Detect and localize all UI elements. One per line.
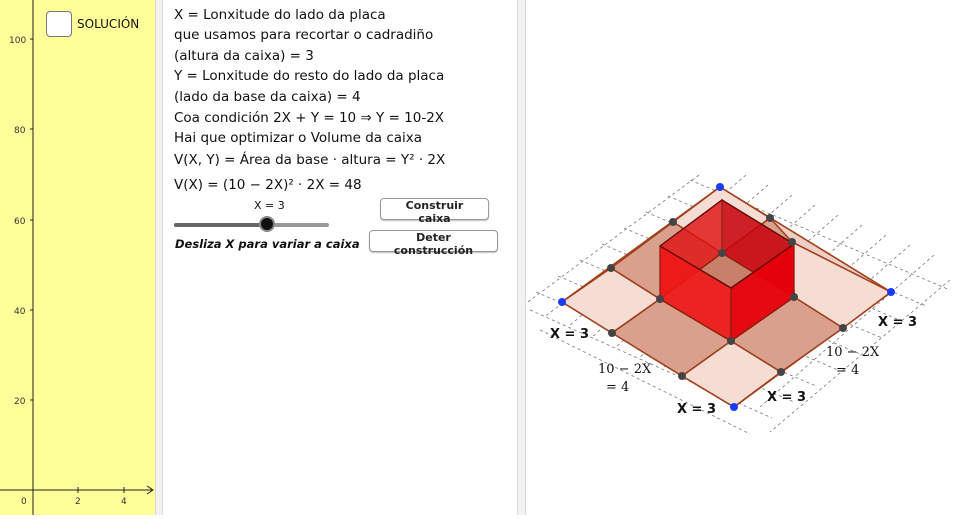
- solution-checkbox-label: SOLUCIÓN: [77, 17, 140, 31]
- slider-value-label: X = 3: [254, 199, 285, 212]
- label-y-right-bottom: = 4: [836, 363, 860, 378]
- graph-axes: [0, 0, 155, 515]
- y-tick-80: 80: [14, 126, 26, 136]
- text-line-x-value: (altura da caixa) = 3: [174, 48, 314, 64]
- construct-box-button[interactable]: Construir caixa: [380, 198, 489, 220]
- y-tick-60: 60: [14, 217, 26, 227]
- label-x-bottom-right: X = 3: [767, 390, 807, 405]
- text-line-optimize: Hai que optimizar o Volume da caixa: [174, 130, 423, 146]
- text-line-y-value: (lado da base da caixa) = 4: [174, 89, 361, 105]
- solution-checkbox[interactable]: [46, 11, 72, 37]
- label-y-left-bottom: = 4: [606, 380, 630, 395]
- slider-hint: Desliza X para variar a caixa: [175, 237, 360, 251]
- x-slider-knob[interactable]: [259, 216, 275, 232]
- 3d-scene: [526, 0, 957, 515]
- x-tick-4: 4: [121, 497, 127, 507]
- y-tick-100: 100: [9, 36, 27, 46]
- y-tick-40: 40: [14, 307, 26, 317]
- label-y-left-top: 10 − 2X: [598, 362, 652, 377]
- panel-divider-left[interactable]: [155, 0, 163, 515]
- label-x-bottom: X = 3: [677, 402, 717, 417]
- label-x-left: X = 3: [550, 327, 590, 342]
- text-line-x-use: que usamos para recortar o cadradiño: [174, 27, 434, 43]
- label-y-right-top: 10 − 2X: [826, 345, 880, 360]
- x-tick-2: 2: [75, 497, 81, 507]
- y-tick-20: 20: [14, 397, 26, 407]
- graph-panel[interactable]: [0, 0, 155, 515]
- label-x-right: X = 3: [878, 315, 918, 330]
- text-line-condition: Coa condición 2X + Y = 10 ⇒ Y = 10-2X: [174, 110, 445, 126]
- x-tick-0: 0: [21, 497, 27, 507]
- text-line-y-definition: Y = Lonxitude do resto do lado da placa: [174, 68, 445, 84]
- stop-construction-button[interactable]: Deter construcción: [369, 230, 498, 252]
- panel-divider-right[interactable]: [517, 0, 526, 515]
- 3d-view[interactable]: [526, 0, 957, 515]
- x-slider-fill: [174, 223, 267, 227]
- text-line-x-definition: X = Lonxitude do lado da placa: [174, 7, 386, 23]
- text-line-volume-formula: V(X, Y) = Área da base · altura = Y² · 2X: [174, 152, 446, 168]
- text-line-volume-value: V(X) = (10 − 2X)² · 2X = 48: [174, 177, 362, 193]
- x-slider[interactable]: [174, 223, 329, 227]
